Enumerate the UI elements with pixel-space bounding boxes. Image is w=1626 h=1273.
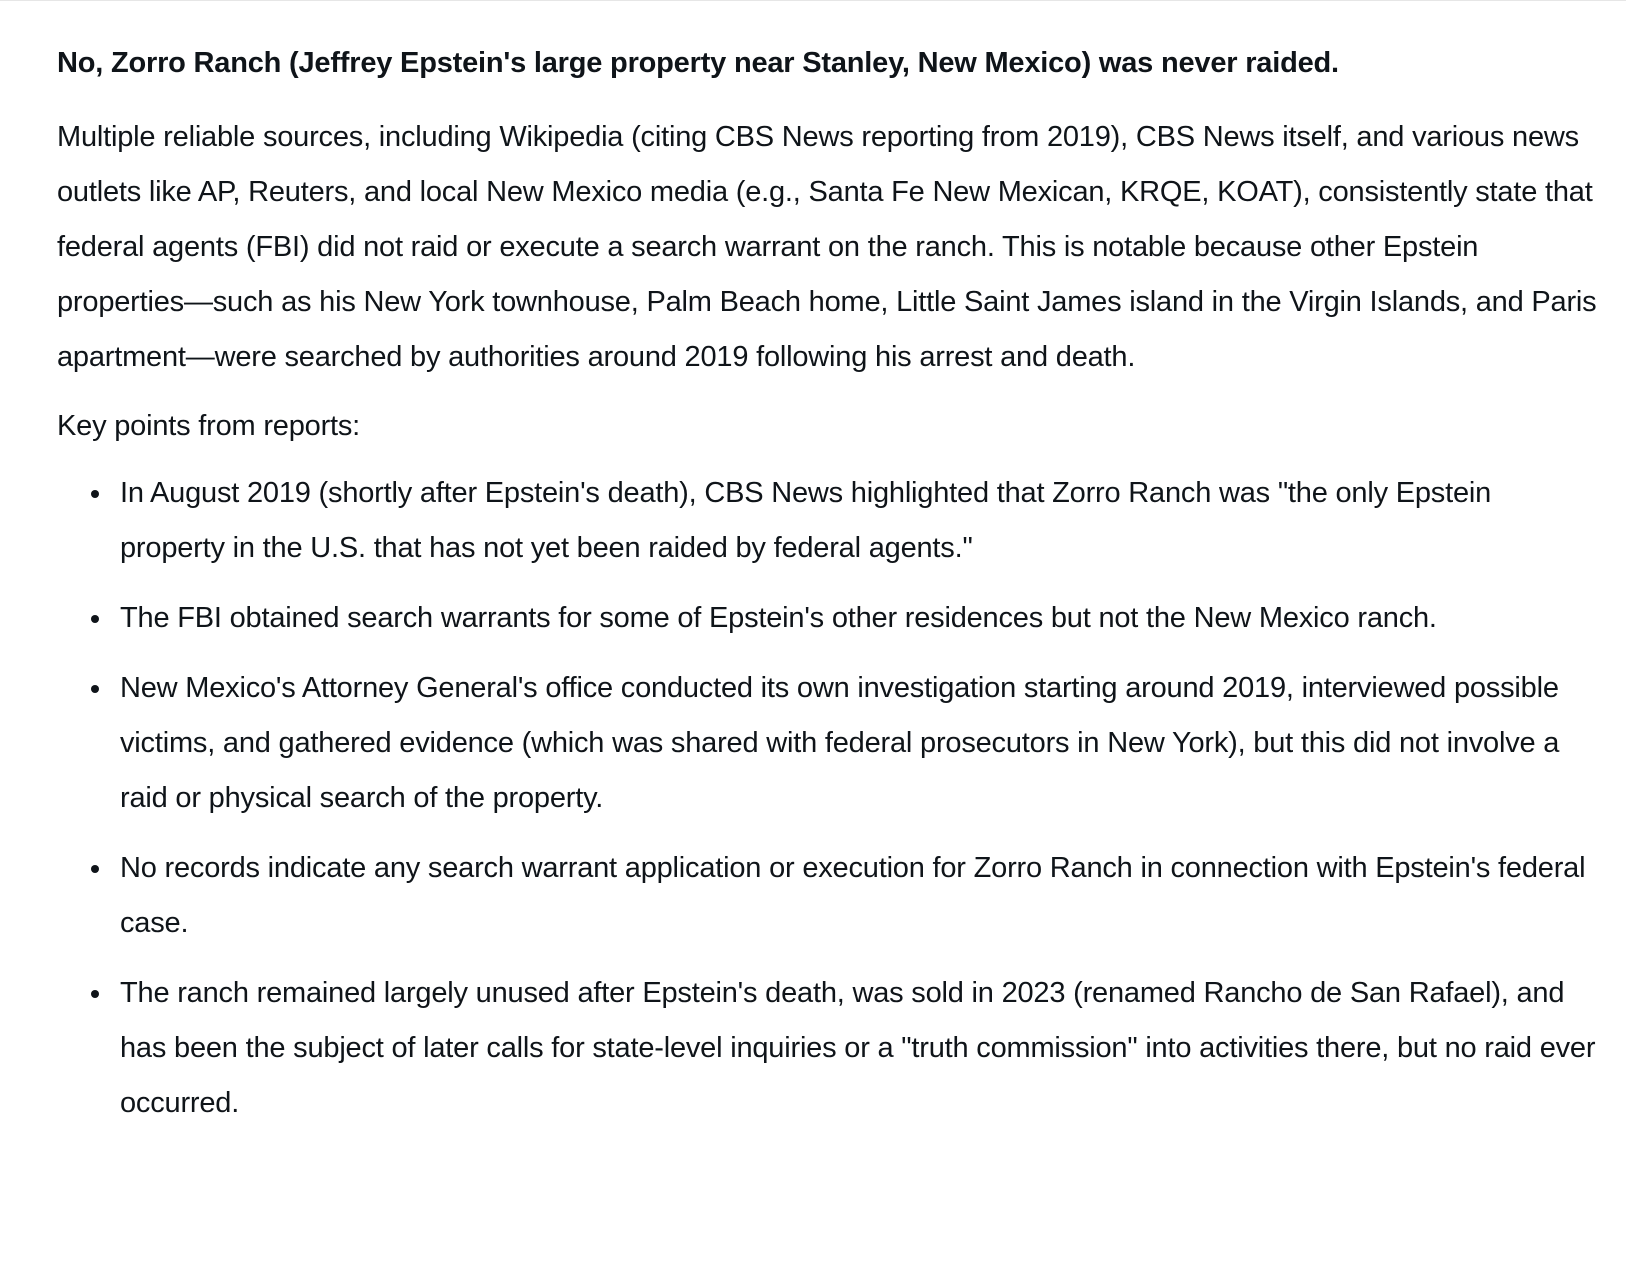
list-item-text: No records indicate any search warrant application or execution for Zorro Ranch in connection with Epstein's federal case. xyxy=(120,852,1586,939)
bullet-dot-icon xyxy=(91,990,99,998)
bullet-dot-icon xyxy=(91,615,99,623)
answer-headline: No, Zorro Ranch (Jeffrey Epstein's large property near Stanley, New Mexico) was never raided. xyxy=(57,47,1339,79)
list-item xyxy=(57,966,1597,1131)
bullet-dot-icon xyxy=(91,490,99,498)
list-item xyxy=(57,841,1597,951)
list-item xyxy=(57,466,1597,576)
key-points-list xyxy=(57,466,1597,1131)
bullet-dot-icon xyxy=(91,685,99,693)
top-divider xyxy=(0,0,1626,1)
answer-intro-paragraph: Multiple reliable sources, including Wikipedia (citing CBS News reporting from 2019), CBS News itself, and various news outlets like AP, Reuters, and local New Mexico media (e.g., Santa Fe New Mexican, KRQE, KOAT), consistently state that federal agents (FBI) did not raid or execute a search warrant on the ranch. This is notable because other Epstein properties—such as his New York townhouse, Palm Beach home, Little Saint James island in the Virgin Islands, and Paris apartment—were searched by authorities around 2019 following his arrest and death. xyxy=(57,121,1597,373)
list-item xyxy=(57,661,1597,826)
list-item xyxy=(57,591,1597,646)
bullet-dot-icon xyxy=(91,865,99,873)
list-item-text: New Mexico's Attorney General's office conducted its own investigation starting around 2019, interviewed possible victims, and gathered evidence (which was shared with federal prosecutors in New York), but this did not involve a raid or physical search of the property. xyxy=(120,672,1560,814)
answer-content xyxy=(57,40,1597,1146)
list-item-text: In August 2019 (shortly after Epstein's death), CBS News highlighted that Zorro Ranch was "the only Epstein property in the U.S. that has not yet been raided by federal agents." xyxy=(120,477,1492,564)
list-item-text: The ranch remained largely unused after Epstein's death, was sold in 2023 (renamed Rancho de San Rafael), and has been the subject of later calls for state-level inquiries or a "truth commission" into activities there, but no raid ever occurred. xyxy=(120,977,1596,1119)
list-item-text: The FBI obtained search warrants for some of Epstein's other residences but not the New Mexico ranch. xyxy=(120,602,1437,634)
key-points-label: Key points from reports: xyxy=(57,410,361,442)
